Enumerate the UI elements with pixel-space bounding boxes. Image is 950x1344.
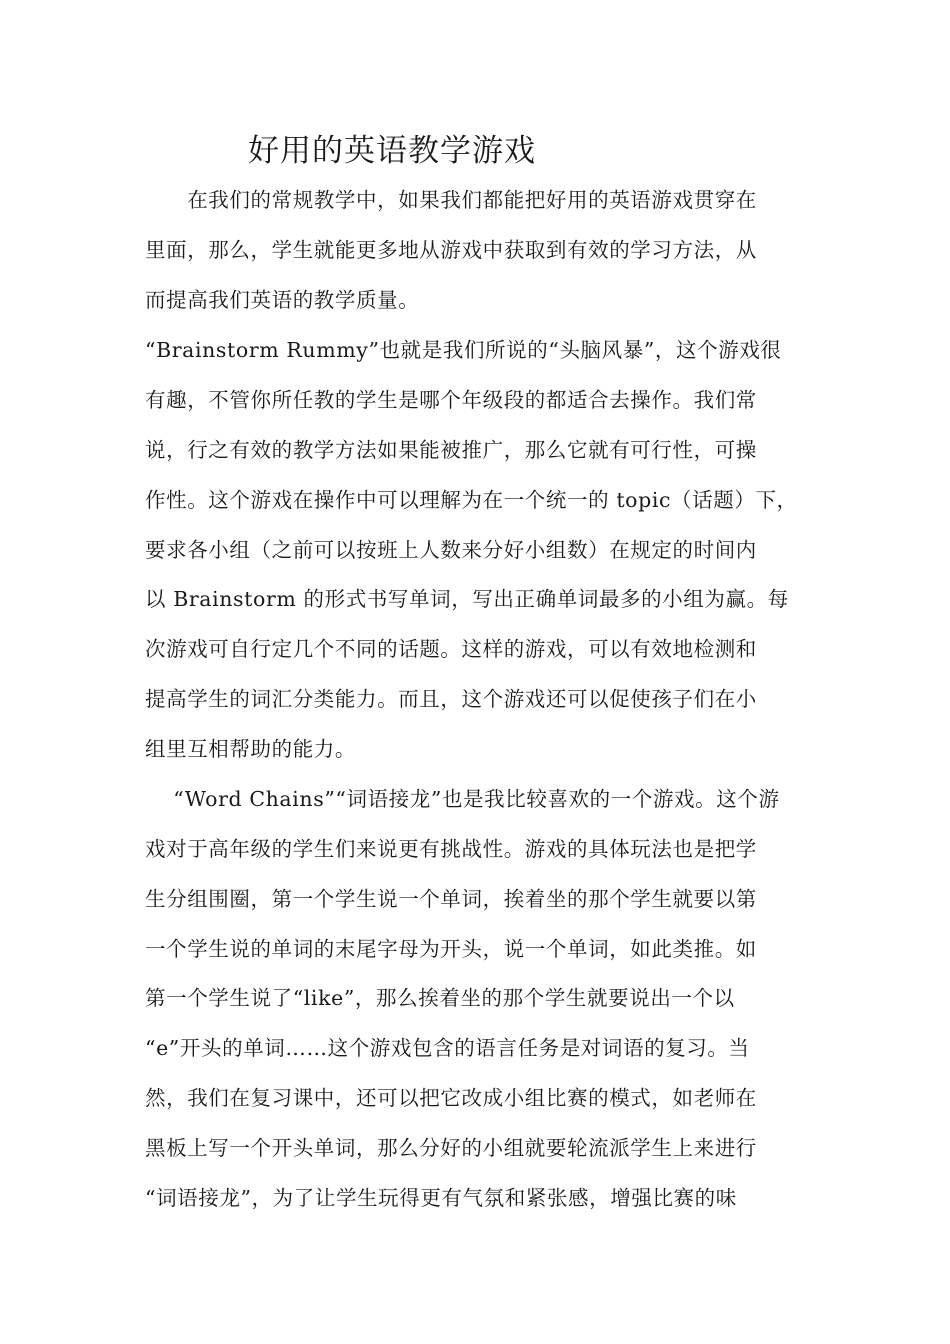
text-line: 在我们的常规教学中，如果我们都能把好用的英语游戏贯穿在 bbox=[145, 188, 757, 212]
text-line: 次游戏可自行定几个不同的话题。这样的游戏，可以有效地检测和 bbox=[145, 637, 757, 661]
text-line: “词语接龙”，为了让学生玩得更有气氛和紧张感，增强比赛的味 bbox=[145, 1186, 737, 1210]
text-line: “Word Chains”“词语接龙”也是我比较喜欢的一个游戏。这个游 bbox=[145, 787, 780, 811]
text-line: 说，行之有效的教学方法如果能被推广，那么它就有可行性，可操 bbox=[145, 438, 757, 462]
text-line: “e”开头的单词……这个游戏包含的语言任务是对词语的复习。当 bbox=[145, 1036, 750, 1060]
text-line: 一个学生说的单词的末尾字母为开头，说一个单词，如此类推。如 bbox=[145, 937, 757, 961]
text-line: 提高学生的词汇分类能力。而且，这个游戏还可以促使孩子们在小 bbox=[145, 687, 757, 711]
document-title: 好用的英语教学游戏 bbox=[248, 133, 536, 169]
text-line: 黑板上写一个开头单词，那么分好的小组就要轮流派学生上来进行 bbox=[145, 1136, 757, 1160]
text-line: “Brainstorm Rummy”也就是我们所说的“头脑风暴”，这个游戏很 bbox=[145, 338, 782, 362]
text-line: 里面，那么，学生就能更多地从游戏中获取到有效的学习方法，从 bbox=[145, 238, 757, 262]
text-line: 有趣，不管你所任教的学生是哪个年级段的都适合去操作。我们常 bbox=[145, 388, 757, 412]
text-line: 要求各小组（之前可以按班上人数来分好小组数）在规定的时间内 bbox=[145, 538, 757, 562]
text-line: 而提高我们英语的教学质量。 bbox=[145, 288, 420, 312]
text-line: 戏对于高年级的学生们来说更有挑战性。游戏的具体玩法也是把学 bbox=[145, 837, 757, 861]
text-line: 组里互相帮助的能力。 bbox=[145, 737, 356, 761]
text-line: 然，我们在复习课中，还可以把它改成小组比赛的模式，如老师在 bbox=[145, 1086, 757, 1110]
text-line: 生分组围圈，第一个学生说一个单词，挨着坐的那个学生就要以第 bbox=[145, 887, 757, 911]
text-line: 作性。这个游戏在操作中可以理解为在一个统一的 topic（话题）下， bbox=[145, 488, 798, 512]
text-line: 第一个学生说了“like”，那么挨着坐的那个学生就要说出一个以 bbox=[145, 986, 735, 1010]
text-line: 以 Brainstorm 的形式书写单词，写出正确单词最多的小组为赢。每 bbox=[145, 587, 789, 611]
